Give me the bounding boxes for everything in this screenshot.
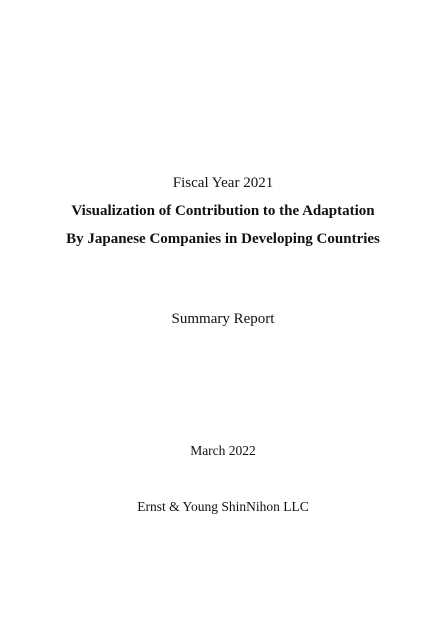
document-title-line-2: By Japanese Companies in Developing Countries [66, 231, 380, 247]
publication-date: March 2022 [190, 443, 256, 458]
fiscal-year-label: Fiscal Year 2021 [172, 175, 274, 191]
organization-name: Ernst & Young ShinNihon LLC [137, 499, 309, 514]
document-title-line-1: Visualization of Contribution to the Adaptation [71, 203, 375, 219]
report-type-label: Summary Report [171, 311, 275, 327]
